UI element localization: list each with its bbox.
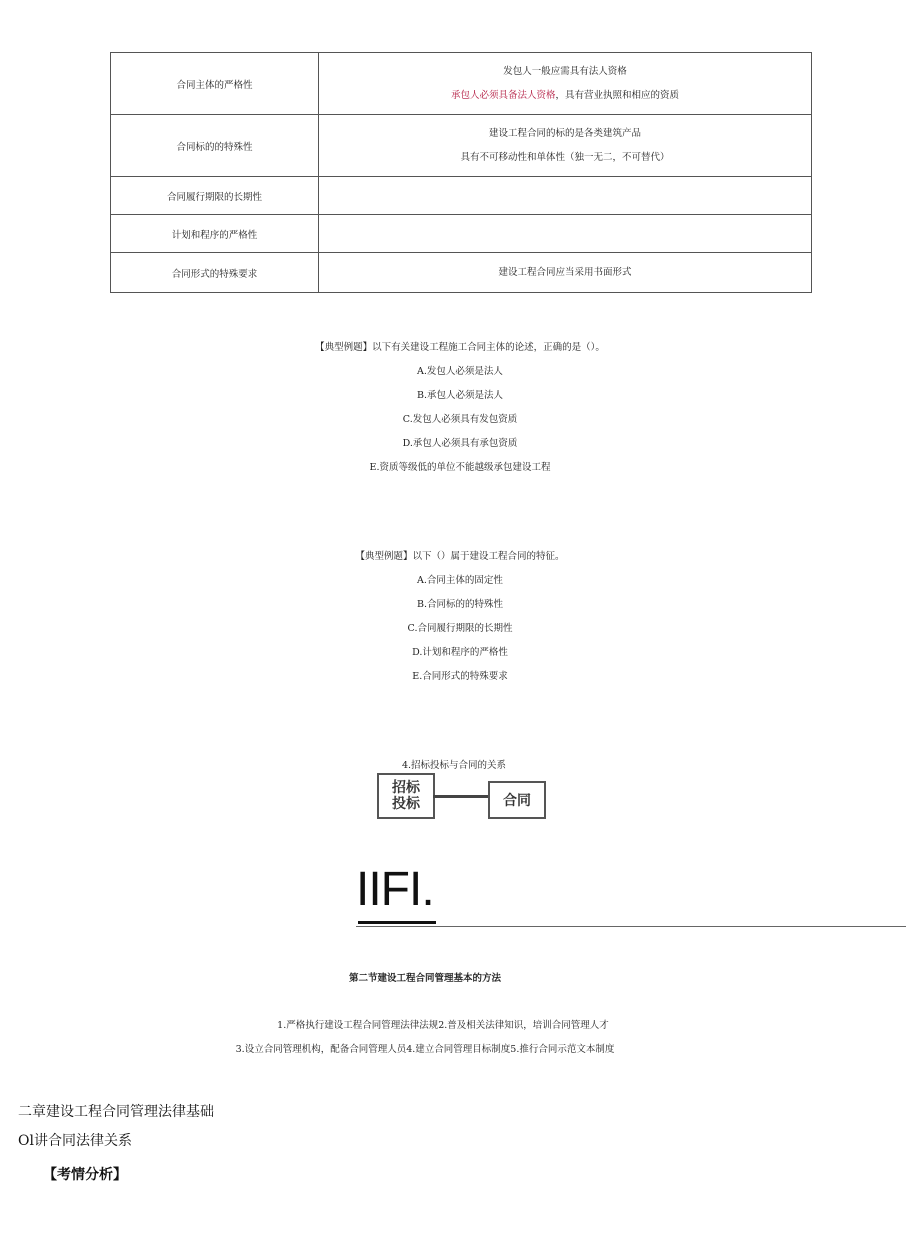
- option-b: B.承包人必须是法人: [416, 390, 503, 401]
- description-line: [319, 60, 811, 84]
- feature-label-cell: 合同标的的特殊性: [111, 115, 319, 177]
- contract-features-table: [110, 52, 812, 293]
- option-b: B.合同标的的特殊性: [416, 599, 503, 610]
- option-e: E.资质等级低的单位不能越级承包建设工程: [369, 462, 551, 473]
- highlighted-text: 承包人必须具备法人资格: [450, 89, 556, 101]
- section2-line1: 1.严格执行建设工程合同管理法律法规2.普及相关法律知识，培训合同管理人才: [277, 1020, 609, 1031]
- table-row: [111, 115, 812, 177]
- lecture-title: Ol讲合同法律关系: [18, 1133, 132, 1149]
- feature-label-cell: 合同形式的特殊要求: [111, 253, 319, 293]
- contract-box: [488, 781, 546, 819]
- feature-label-cell: 计划和程序的严格性: [111, 215, 319, 253]
- bidding-box-line2: 投标: [392, 796, 420, 812]
- description-text: 具有不可移动性和单体性（独一无二，不可替代）: [460, 151, 670, 163]
- feature-label-cell: 合同履行期限的长期性: [111, 177, 319, 215]
- description-line: [319, 84, 811, 108]
- diagram-connector: [433, 795, 488, 798]
- feature-description-cell: [319, 253, 812, 293]
- bidding-box-line1: 招标: [392, 780, 420, 796]
- example1-question: 【典型例题】以下有关建设工程施工合同主体的论述，正确的是（）。: [315, 342, 605, 353]
- feature-description-cell: [319, 215, 812, 253]
- description-text: 建设工程合同应当采用书面形式: [498, 266, 632, 278]
- table-row: [111, 253, 812, 293]
- description-line: [319, 261, 811, 285]
- stray-underline: [358, 921, 436, 924]
- feature-description-cell: [319, 53, 812, 115]
- option-c: C.合同履行期限的长期性: [407, 623, 513, 634]
- bidding-box: [377, 773, 435, 819]
- horizontal-rule: [356, 926, 906, 927]
- diagram-title: 4.招标投标与合同的关系: [401, 760, 507, 771]
- description-text: 建设工程合同的标的是各类建筑产品: [488, 127, 641, 139]
- example2-question: 【典型例题】以下（）属于建设工程合同的特征。: [355, 551, 565, 562]
- exam-analysis-heading: 【考情分析】: [43, 1167, 127, 1183]
- option-d: D.计划和程序的严格性: [412, 647, 508, 658]
- description-line: [319, 146, 811, 170]
- contract-box-label: 合同: [503, 793, 531, 809]
- option-a: A.合同主体的固定性: [417, 575, 503, 586]
- option-d: D.承包人必须具有承包资质: [402, 438, 518, 449]
- option-e: E.合同形式的特殊要求: [412, 671, 508, 682]
- feature-description-cell: [319, 115, 812, 177]
- description-text: 发包人一般应需具有法人资格: [503, 65, 627, 77]
- description-suffix: ，具有营业执照和相应的资质: [555, 89, 680, 101]
- table-row: [111, 177, 812, 215]
- option-a: A.发包人必须是法人: [417, 366, 503, 377]
- feature-label-cell: 合同主体的严格性: [111, 53, 319, 115]
- section2-title: 第二节建设工程合同管理基本的方法: [348, 973, 501, 984]
- description-line: [319, 122, 811, 146]
- section2-line2: 3.设立合同管理机构，配备合同管理人员4.建立合同管理目标制度5.推行合同示范文本制度: [235, 1044, 615, 1055]
- stray-glyphs: IIFI.: [356, 863, 434, 916]
- table-row: [111, 215, 812, 253]
- option-c: C.发包人必须具有发包资质: [402, 414, 518, 425]
- feature-description-cell: [319, 177, 812, 215]
- chapter-title: 二章建设工程合同管理法律基础: [18, 1104, 214, 1120]
- table-row: [111, 53, 812, 115]
